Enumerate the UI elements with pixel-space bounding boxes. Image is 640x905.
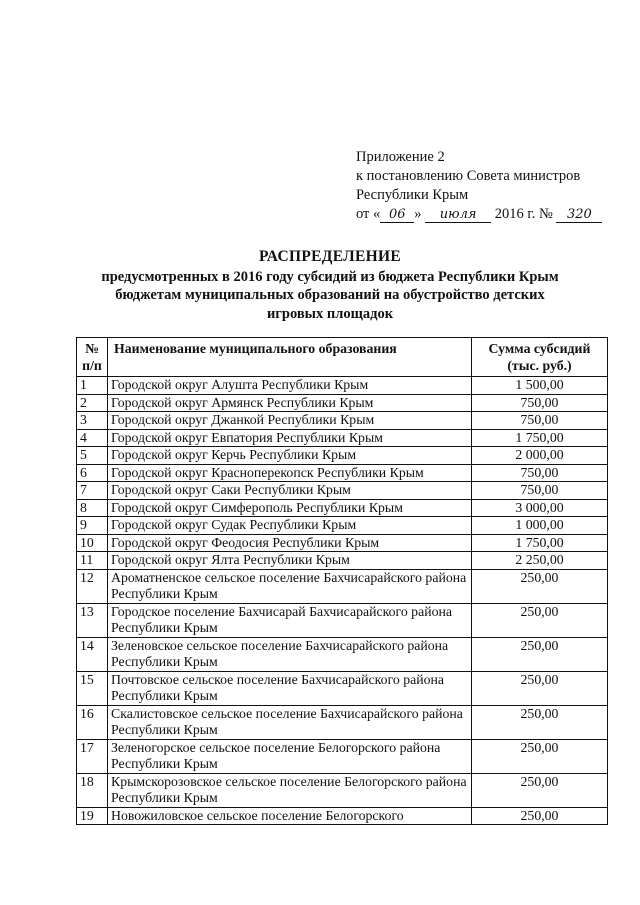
row-number: 4 [77, 429, 108, 447]
row-name: Городской округ Красноперекопск Республики Крым [108, 464, 472, 482]
row-number: 12 [77, 569, 108, 603]
row-number: 17 [77, 739, 108, 773]
row-amount: 750,00 [472, 394, 608, 412]
row-amount: 2 250,00 [472, 552, 608, 570]
table-row [77, 807, 608, 825]
row-amount: 250,00 [472, 637, 608, 671]
row-name: Городской округ Джанкой Республики Крым [108, 412, 472, 430]
table-header-row [77, 338, 608, 377]
row-name: Новожиловское сельское поселение Белогорского [108, 807, 472, 825]
row-name: Городской округ Симферополь Республики Крым [108, 499, 472, 517]
row-number: 18 [77, 773, 108, 807]
row-number: 16 [77, 705, 108, 739]
row-number: 1 [77, 377, 108, 395]
document-title: РАСПРЕДЕЛЕНИЕ [259, 248, 401, 265]
header-name: Наименование муниципального образования [108, 338, 472, 377]
annex-line-3: Республики Крым [356, 187, 469, 203]
date-month-handwritten: июля [425, 207, 491, 223]
date-prefix: от « [356, 206, 381, 222]
table-row [77, 482, 608, 500]
table-row [77, 773, 608, 807]
row-name: Городской округ Керчь Республики Крым [108, 447, 472, 465]
document-title-block [60, 248, 600, 323]
row-amount: 250,00 [472, 569, 608, 603]
row-number: 14 [77, 637, 108, 671]
table-row [77, 603, 608, 637]
row-amount: 750,00 [472, 464, 608, 482]
row-number: 15 [77, 671, 108, 705]
row-name: Скалистовское сельское поселение Бахчисарайского района Республики Крым [108, 705, 472, 739]
row-amount: 250,00 [472, 705, 608, 739]
row-name: Крымскорозовское сельское поселение Белогорского района Республики Крым [108, 773, 472, 807]
row-name: Городской округ Алушта Республики Крым [108, 377, 472, 395]
table-row [77, 739, 608, 773]
row-name: Почтовское сельское поселение Бахчисарайского района Республики Крым [108, 671, 472, 705]
row-number: 11 [77, 552, 108, 570]
doc-number-handwritten: 320 [556, 207, 602, 223]
distribution-table [76, 337, 608, 825]
date-year: 2016 г. № [494, 206, 553, 222]
row-amount: 250,00 [472, 773, 608, 807]
row-name: Зеленогорское сельское поселение Белогорского района Республики Крым [108, 739, 472, 773]
row-amount: 1 750,00 [472, 534, 608, 552]
header-amount: Сумма субсидий (тыс. руб.) [472, 338, 608, 377]
row-number: 19 [77, 807, 108, 825]
date-day-handwritten: 06 [380, 207, 414, 223]
table-row [77, 517, 608, 535]
date-mid: » [414, 206, 422, 222]
row-name: Городской округ Армянск Республики Крым [108, 394, 472, 412]
table-body [77, 377, 608, 825]
table-row [77, 552, 608, 570]
annex-line-1: Приложение 2 [356, 149, 445, 165]
row-amount: 250,00 [472, 671, 608, 705]
row-amount: 1 000,00 [472, 517, 608, 535]
row-amount: 3 000,00 [472, 499, 608, 517]
row-amount: 1 750,00 [472, 429, 608, 447]
table-row [77, 447, 608, 465]
row-amount: 2 000,00 [472, 447, 608, 465]
table-row [77, 429, 608, 447]
row-name: Городской округ Феодосия Республики Крым [108, 534, 472, 552]
document-subtitle-line-3: игровых площадок [266, 305, 394, 322]
table-row [77, 569, 608, 603]
table-row [77, 534, 608, 552]
row-number: 6 [77, 464, 108, 482]
row-number: 7 [77, 482, 108, 500]
row-amount: 250,00 [472, 739, 608, 773]
row-amount: 750,00 [472, 482, 608, 500]
row-name: Зеленовское сельское поселение Бахчисарайского района Республики Крым [108, 637, 472, 671]
annex-line-2: к постановлению Совета министров [356, 168, 581, 184]
header-number: № п/п [77, 338, 108, 377]
document-subtitle-line-1: предусмотренных в 2016 году субсидий из бюджета Республики Крым [101, 268, 559, 285]
table-row [77, 705, 608, 739]
row-number: 5 [77, 447, 108, 465]
row-name: Городской округ Ялта Республики Крым [108, 552, 472, 570]
row-name: Ароматненское сельское поселение Бахчисарайского района Республики Крым [108, 569, 472, 603]
row-amount: 750,00 [472, 412, 608, 430]
row-name: Городской округ Судак Республики Крым [108, 517, 472, 535]
annex-header [356, 148, 626, 224]
row-number: 9 [77, 517, 108, 535]
table-row [77, 464, 608, 482]
row-name: Городской округ Евпатория Республики Крым [108, 429, 472, 447]
annex-date-line [356, 205, 626, 224]
row-number: 3 [77, 412, 108, 430]
row-name: Городское поселение Бахчисарай Бахчисарайского района Республики Крым [108, 603, 472, 637]
row-amount: 250,00 [472, 603, 608, 637]
table-row [77, 637, 608, 671]
table-row [77, 377, 608, 395]
row-number: 2 [77, 394, 108, 412]
table-row [77, 394, 608, 412]
row-number: 13 [77, 603, 108, 637]
document-subtitle-line-2: бюджетам муниципальных образований на обустройство детских [115, 287, 545, 303]
table-row [77, 499, 608, 517]
table-row [77, 412, 608, 430]
row-amount: 1 500,00 [472, 377, 608, 395]
row-amount: 250,00 [472, 807, 608, 825]
row-number: 8 [77, 499, 108, 517]
row-name: Городской округ Саки Республики Крым [108, 482, 472, 500]
row-number: 10 [77, 534, 108, 552]
table-row [77, 671, 608, 705]
